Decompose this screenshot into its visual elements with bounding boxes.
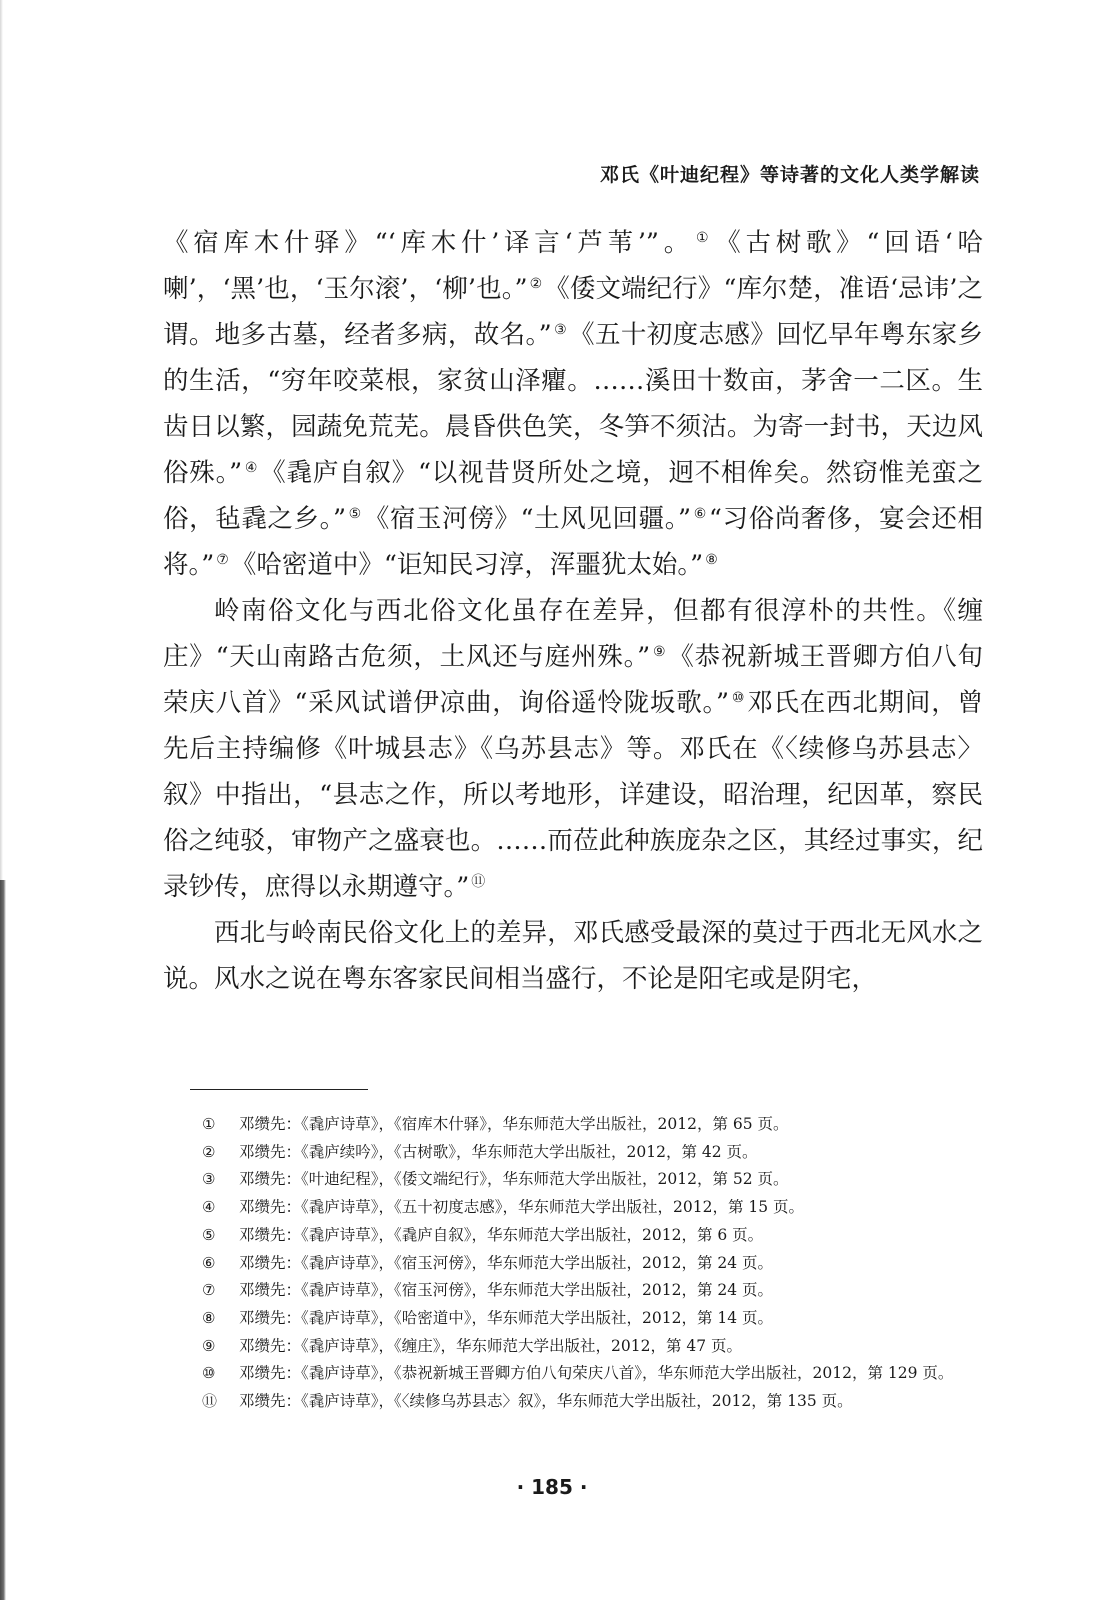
- footnote-text: 邓缵先：《毳庐诗草》，《缠庄》，华东师范大学出版社，2012，第 47 页。: [239, 1336, 743, 1355]
- footnote-item: [202, 1166, 988, 1194]
- footnote-mark: ⑪: [202, 1392, 218, 1411]
- footnote-mark: ⑦: [202, 1281, 216, 1300]
- footnote-mark: ①: [202, 1115, 216, 1133]
- footnote-ref[interactable]: ⑦: [216, 552, 229, 568]
- footnote-item: [202, 1250, 988, 1278]
- footnote-list: [202, 1111, 988, 1416]
- text-segment: 《五十初度志感》回忆早年粤东家乡的生活，“穷年咬菜根，家贫山泽癯。……溪田十数亩，茅舍一二区。生齿日以繁，园蔬免荒芜。晨昏供色笑，冬笋不须沽。为寄一封书，天边风俗殊。”: [163, 320, 983, 488]
- footnote-mark: ③: [202, 1170, 216, 1189]
- footnote-mark: ⑥: [202, 1253, 216, 1272]
- footnote-divider: [190, 1089, 368, 1090]
- footnote-ref[interactable]: ⑩: [731, 690, 746, 706]
- text-segment: 《宿玉河傍》“土风见回疆。”: [363, 504, 692, 534]
- footnote-mark: ⑩: [202, 1364, 216, 1383]
- running-head: 邓氏《叶迪纪程》等诗著的文化人类学解读: [599, 164, 980, 186]
- footnote-ref[interactable]: ⑪: [471, 874, 486, 890]
- footnote-item: [202, 1305, 988, 1333]
- footnote-item: [202, 1277, 988, 1305]
- footnote-text: 邓缵先：《毳庐诗草》，《哈密道中》，华东师范大学出版社，2012，第 14 页。: [239, 1308, 774, 1327]
- footnote-mark: ⑧: [202, 1308, 216, 1327]
- footnote-ref[interactable]: ⑨: [652, 644, 667, 660]
- footnote-item: [202, 1360, 988, 1388]
- text-segment: 《宿库木什驿》“‘库木什’译言‘芦苇’”。: [163, 228, 694, 258]
- footnote-text: 邓缵先：《叶迪纪程》，《倭文端纪行》，华东师范大学出版社，2012，第 52 页。: [239, 1170, 789, 1189]
- footnote-ref[interactable]: ③: [553, 322, 568, 338]
- footnote-ref[interactable]: ⑤: [348, 506, 362, 522]
- footnote-ref[interactable]: ④: [244, 460, 259, 476]
- paragraph-2: [163, 588, 983, 910]
- text-segment: 《古树歌》“回语‘哈喇’，‘黑’也，‘玉尔滚’，‘柳’也。”: [163, 228, 983, 304]
- footnote-item: [202, 1388, 988, 1416]
- footnote-mark: ④: [202, 1198, 216, 1217]
- footnote-item: [202, 1333, 988, 1361]
- text-segment: 《恭祝新城王晋卿方伯八旬荣庆八首》“采风试谱伊凉曲，询俗遥怜陇坂歌。”: [163, 642, 983, 718]
- text-segment: 《毳庐自叙》“以视昔贤所处之境，迥不相侔矣。然窃惟羌蛮之俗，毡毳之乡。”: [163, 458, 983, 534]
- text-segment: 西北与岭南民俗文化上的差异，邓氏感受最深的莫过于西北无风水之说。风水之说在粤东客家民间相当盛行，不论是阳宅或是阴宅，: [163, 918, 983, 994]
- text-segment: “习俗尚奢侈，宴会还相将。”: [163, 504, 984, 580]
- footnote-ref[interactable]: ②: [529, 276, 543, 292]
- footnote-text: 邓缵先：《毳庐续吟》，《古树歌》，华东师范大学出版社，2012，第 42 页。: [239, 1142, 758, 1161]
- footnote-item: [202, 1111, 988, 1139]
- footnote-item: [202, 1139, 988, 1167]
- footnote-item: [202, 1194, 988, 1222]
- footnote-text: 邓缵先：《毳庐诗草》，《恭祝新城王晋卿方伯八旬荣庆八首》，华东师范大学出版社，2012，第 129 页。: [239, 1364, 954, 1383]
- paragraph-3: [163, 910, 983, 1002]
- body-text: [163, 220, 983, 1002]
- page-number: · 185 ·: [516, 1475, 588, 1499]
- scan-edge-top: [0, 0, 3, 880]
- footnote-text: 邓缵先：《毳庐诗草》，《宿玉河傍》，华东师范大学出版社，2012，第 24 页。: [239, 1253, 774, 1272]
- footnote-text: 邓缵先：《毳庐诗草》，《〈续修乌苏县志〉叙》，华东师范大学出版社，2012，第 135 页。: [239, 1392, 853, 1411]
- text-segment: 邓氏在西北期间，曾先后主持编修《叶城县志》《乌苏县志》等。邓氏在《〈续修乌苏县志〉叙》中指出，“县志之作，所以考地形，详建设，昭治理，纪因革，察民俗之纯驳，审物产之盛衰也。……而莅此种族庞杂之区，其经过事实，纪录钞传，庶得以永期遵守。”: [163, 688, 983, 902]
- footnote-ref[interactable]: ⑧: [705, 552, 718, 568]
- text-segment: 岭南俗文化与西北俗文化虽存在差异，但都有很淳朴的共性。《缠庄》“天山南路古危须，土风还与庭州殊。”: [163, 596, 983, 672]
- footnote-mark: ②: [202, 1142, 216, 1161]
- footnote-mark: ⑨: [202, 1336, 216, 1355]
- text-segment: 《哈密道中》“讵知民习淳，浑噩犹太始。”: [230, 550, 704, 580]
- paragraph-1: [163, 220, 983, 588]
- footnote-text: 邓缵先：《毳庐诗草》，《毳庐自叙》，华东师范大学出版社，2012，第 6 页。: [239, 1225, 764, 1244]
- footnote-mark: ⑤: [202, 1225, 216, 1244]
- footnote-ref[interactable]: ①: [695, 230, 714, 246]
- footnote-text: 邓缵先：《毳庐诗草》，《五十初度志感》，华东师范大学出版社，2012，第 15 页。: [239, 1198, 805, 1217]
- footnote-text: 邓缵先：《毳庐诗草》，《宿玉河傍》，华东师范大学出版社，2012，第 24 页。: [239, 1281, 774, 1300]
- footnote-item: [202, 1222, 988, 1250]
- footnote-ref[interactable]: ⑥: [693, 506, 707, 522]
- text-segment: 《倭文端纪行》“库尔楚，准语‘忌讳’之谓。地多古墓，经者多病，故名。”: [163, 274, 984, 350]
- footnote-text: 邓缵先：《毳庐诗草》，《宿库木什驿》，华东师范大学出版社，2012，第 65 页。: [239, 1115, 789, 1133]
